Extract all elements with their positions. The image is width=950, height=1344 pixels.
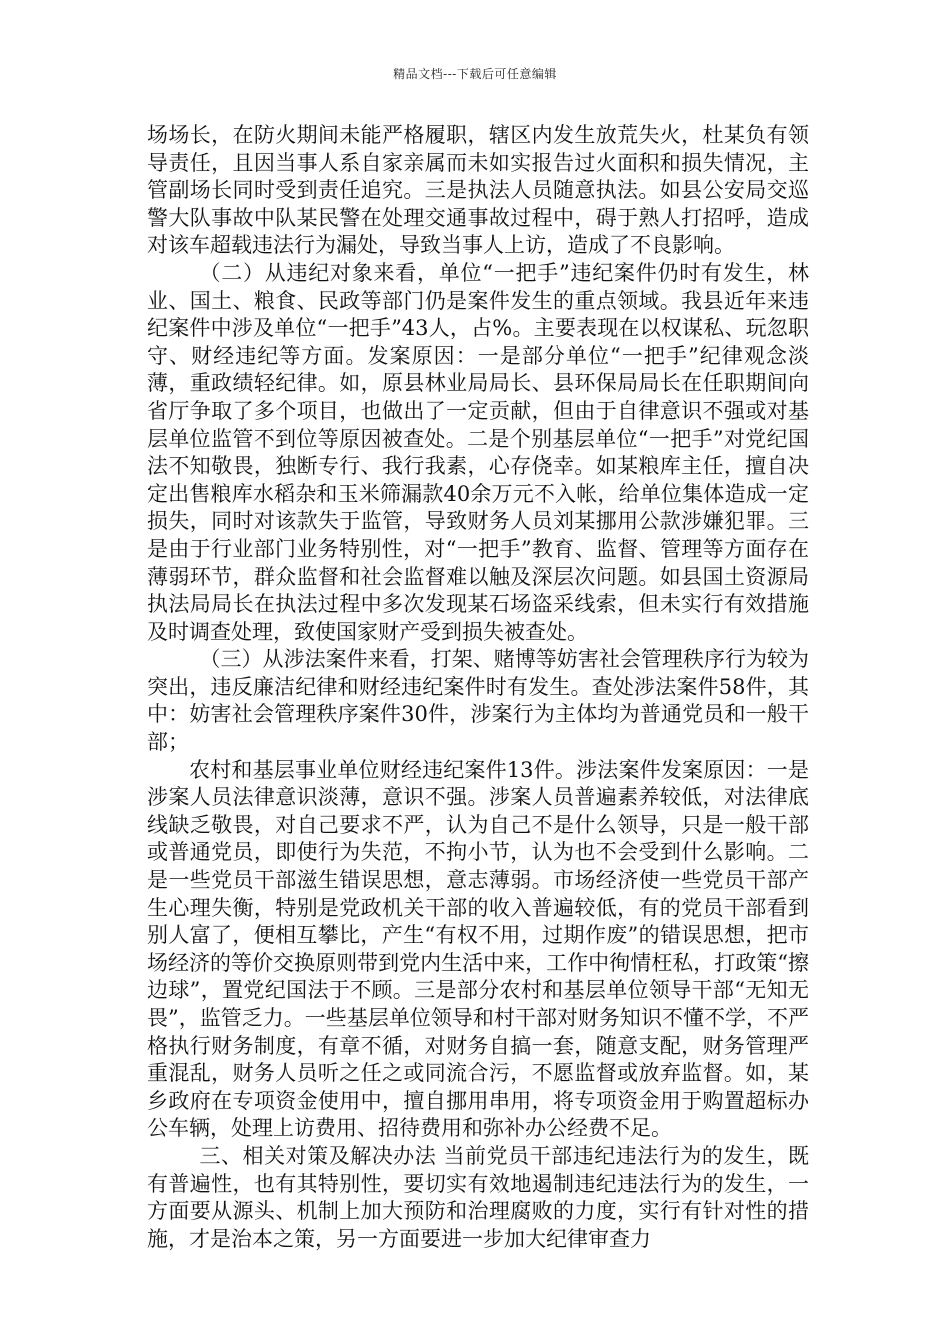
paragraph-causes: 农村和基层事业单位财经违纪案件13件。涉法案件发案原因：一是涉案人员法律意识淡薄，意识不强。涉案人员普遍素养较低，对法律底线缺乏敬畏，对自己要求不严，认为自己不是什么领导，只是一般干部或普通党员，即使行为失范，不拘小节，认为也不会受到什么影响。二是一些党员干部滋生错误思想，意志薄弱。市场经济使一些党员干部产生心理失衡，特别是党政机关干部的收入普遍较低，有的党员干部看到别人富了，便相互攀比，产生“有权不用，过期作废”的错误思想，把市场经济的等价交换原则带到党内生活中来，工作中徇情枉私，打政策“擦边球”，置党纪国法于不顾。三是部分农村和基层单位领导干部“无知无畏”，监管乏力。一些基层单位领导和村干部对财务知识不懂不学，不严格执行财务制度，有章不循，对财务自搞一套，随意支配，财务管理严重混乱，财务人员听之任之或同流合污，不愿监督或放弃监督。如，某乡政府在专项资金使用中，擅自挪用串用，将专项资金用于购置超标办公车辆，处理上访费用、招待费用和弥补办公经费不足。 bbox=[147, 757, 809, 1141]
paragraph-section-three: （三）从涉法案件来看，打架、赌博等妨害社会管理秩序行为较为突出，违反廉洁纪律和财经违纪案件时有发生。查处涉法案件58件，其中：妨害社会管理秩序案件30件，涉案行为主体均为普通党员和一般干部； bbox=[147, 647, 809, 755]
paragraph-countermeasures: 三、相关对策及解决办法 当前党员干部违纪违法行为的发生，既有普遍性，也有其特别性，要切实有效地遏制违纪违法行为的发生，一方面要从源头、机制上加大预防和治理腐败的力度，实行有针对性的措施，才是治本之策，另一方面要进一步加大纪律审查力 bbox=[147, 1143, 809, 1251]
paragraph-section-two: （二）从违纪对象来看，单位“一把手”违纪案件仍时有发生，林业、国土、粮食、民政等部门仍是案件发生的重点领域。我县近年来违纪案件中涉及单位“一把手”43人，占%。主要表现在以权谋私、玩忽职守、财经违纪等方面。发案原因：一是部分单位“一把手”纪律观念淡薄，重政绩轻纪律。如，原县林业局局长、县环保局局长在任职期间向省厅争取了多个项目，也做出了一定贡献，但由于自律意识不强或对基层单位监管不到位等原因被查处。二是个别基层单位“一把手”对党纪国法不知敬畏，独断专行、我行我素，心存侥幸。如某粮库主任，擅自决定出售粮库水稻杂和玉米筛漏款40余万元不入帐，给单位集体造成一定损失，同时对该款失于监管，导致财务人员刘某挪用公款涉嫌犯罪。三是由于行业部门业务特别性，对“一把手”教育、监督、管理等方面存在薄弱环节，群众监督和社会监督难以触及深层次问题。如县国土资源局执法局局长在执法过程中多次发现某石场盗采线索，但未实行有效措施及时调查处理，致使国家财产受到损失被查处。 bbox=[147, 260, 809, 644]
page-header: 精品文档---下载后可任意编辑 bbox=[393, 67, 557, 81]
document-body bbox=[147, 122, 809, 1253]
paragraph-continuation: 场场长，在防火期间未能严格履职，辖区内发生放荒失火，杜某负有领导责任，且因当事人系自家亲属而未如实报告过火面积和损失情况，主管副场长同时受到责任追究。三是执法人员随意执法。如县公安局交巡警大队事故中队某民警在处理交通事故过程中，碍于熟人打招呼，造成对该车超载违法行为漏处，导致当事人上访，造成了不良影响。 bbox=[147, 123, 809, 258]
